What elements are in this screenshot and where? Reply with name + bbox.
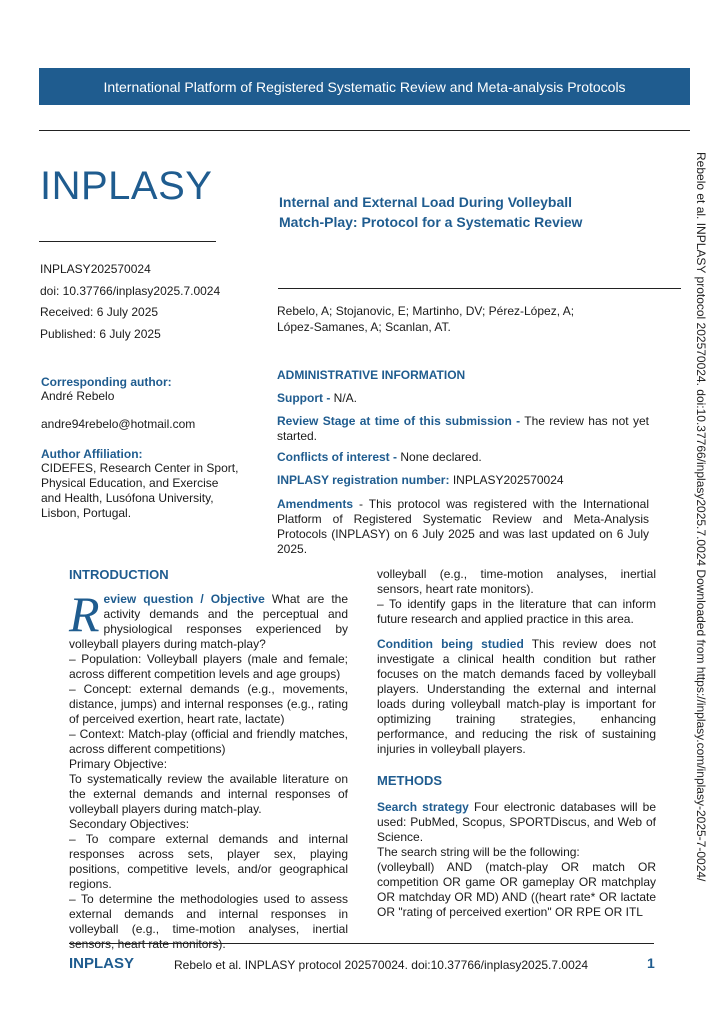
population-item: – Population: Volleyball players (male and female; across different competition levels and age groups) <box>69 652 348 681</box>
drop-cap: R <box>69 586 100 642</box>
secondary-objective-3: – To identify gaps in the literature that can inform future research and applied practice in this area. <box>377 597 656 626</box>
corresponding-author-name: André Rebelo <box>41 389 115 403</box>
footer-rule <box>69 943 654 944</box>
received-date: Received: 6 July 2025 <box>40 305 159 319</box>
title-rule <box>278 288 681 289</box>
admin-review-stage: Review Stage at time of this submission - The review has not yet started. <box>277 414 649 443</box>
footer-brand: INPLASY <box>69 955 135 972</box>
doi-text[interactable]: doi: 10.37766/inplasy2025.7.0024 <box>40 284 221 298</box>
admin-heading: ADMINISTRATIVE INFORMATION <box>277 368 466 382</box>
secondary-objective-2-continued: volleyball (e.g., time-motion analyses, inertial sensors, heart rate monitors). <box>377 567 656 596</box>
secondary-objective-1: – To compare external demands and internal responses across sets, player sex, playing positions, competitive levels, and/or geographical regions. <box>69 832 348 891</box>
header-banner-text: International Platform of Registered Systematic Review and Meta-analysis Protocols <box>103 78 626 95</box>
search-strategy-paragraph: Search strategy Four electronic databases will be used: PubMed, Scopus, SPORTDiscus, and Web of Science. <box>377 800 656 844</box>
admin-registration-number: INPLASY registration number: INPLASY202570024 <box>277 473 564 487</box>
concept-item: – Concept: external demands (e.g., movements, distance, jumps) and internal responses (e.g., rating of perceived exertion, heart rate, lactate) <box>69 682 348 726</box>
secondary-objectives-label: Secondary Objectives: <box>69 817 190 831</box>
introduction-heading: INTRODUCTION <box>69 567 169 582</box>
registration-id: INPLASY202570024 <box>40 262 151 276</box>
methods-heading: METHODS <box>377 773 442 788</box>
author-list: Rebelo, A; Stojanovic, E; Martinho, DV; Pérez-López, A; López-Samanes, A; Scanlan, AT. <box>277 304 575 334</box>
search-string: (volleyball) AND (match-play OR match OR competition OR game OR gameplay OR matchplay OR matchday OR MD) AND ((heart rate* OR lactate OR "rating of perceived exertion" OR RPE OR ITL <box>377 860 656 919</box>
primary-objective-text: To systematically review the available literature on the external demands and internal responses of volleyball players during match-play. <box>69 772 348 816</box>
admin-conflicts: Conflicts of interest - None declared. <box>277 450 482 464</box>
right-column <box>377 567 656 920</box>
corresponding-author-email[interactable]: andre94rebelo@hotmail.com <box>41 417 196 431</box>
affiliation-label: Author Affiliation: <box>41 447 143 461</box>
corresponding-author-block <box>41 375 241 432</box>
affiliation-block: Author Affiliation: CIDEFES, Research Center in Sport, Physical Education, and Exercise and Health, Lusófona University, Lisbon, Portugal. <box>41 447 251 521</box>
search-string-intro: The search string will be the following: <box>377 845 580 859</box>
article-title: Internal and External Load During Volleyball Match-Play: Protocol for a Systematic Review <box>279 194 583 230</box>
context-item: – Context: Match-play (official and friendly matches, across different competitions) <box>69 727 348 756</box>
header-rule <box>39 130 690 131</box>
brand-logo: INPLASY <box>40 164 213 208</box>
page-number: 1 <box>647 955 655 971</box>
condition-paragraph: Condition being studied This review does not investigate a clinical health condition but rather focuses on the match demands faced by volleyball players. Understanding the external and internal loads during volleyball match-play is important for optimizing training strategies, enhancing performance, and reducing the risk of sustaining injuries in volleyball players. <box>377 637 656 756</box>
brand-rule <box>39 241 216 242</box>
secondary-objective-2: – To determine the methodologies used to assess external demands and internal responses in volleyball (e.g., time-motion analyses, inertial sensors, heart rate monitors). <box>69 892 348 951</box>
left-column <box>69 567 348 951</box>
primary-objective-label: Primary Objective: <box>69 757 168 771</box>
published-date: Published: 6 July 2025 <box>40 327 161 341</box>
review-question-paragraph: Review question / Objective What are the activity demands and the perceptual and physiological responses experienced by volleyball players during match-play? <box>69 586 348 651</box>
footer-citation: Rebelo et al. INPLASY protocol 202570024. doi:10.37766/inplasy2025.7.0024 <box>174 958 589 972</box>
admin-amendments: Amendments - This protocol was registered with the International Platform of Registered Systematic Review and Meta-Analysis Protocols (INPLASY) on 6 July 2025 and was last updated on 6 July 2025. <box>277 497 649 556</box>
corresponding-author-label: Corresponding author: <box>41 375 172 389</box>
admin-support: Support - N/A. <box>277 391 357 405</box>
side-citation <box>693 152 723 912</box>
side-citation-text[interactable]: Rebelo et al. INPLASY protocol 202570024. doi:10.37766/inplasy2025.7.0024 Downloaded from https://inplasy.com/inplasy-2025-7-0024/ <box>694 152 708 882</box>
header-banner <box>39 68 690 105</box>
